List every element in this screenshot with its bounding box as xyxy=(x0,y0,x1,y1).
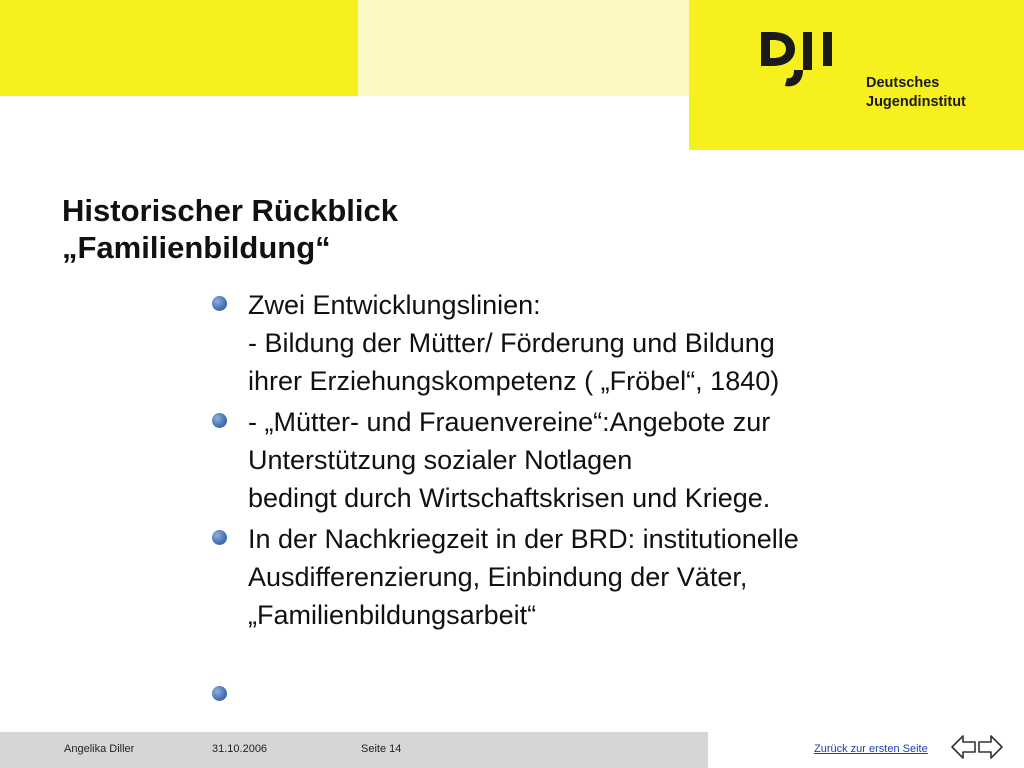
bullet-line: ihrer Erziehungskompetenz ( „Fröbel“, 1840) xyxy=(248,366,780,396)
bullet-line: Unterstützung sozialer Notlagen xyxy=(248,445,633,475)
slide-title xyxy=(62,192,398,266)
arrow-left-icon[interactable] xyxy=(952,736,975,758)
footer-date: 31.10.2006 xyxy=(212,743,268,755)
footer-author: Angelika Diller xyxy=(64,743,135,755)
bullet-line: - Bildung der Mütter/ Förderung und Bildung xyxy=(248,328,775,358)
footer-page-number: Seite 14 xyxy=(361,743,402,755)
dji-logo-mark-icon xyxy=(761,28,851,90)
logo-text-line1: Deutsches xyxy=(866,75,940,91)
header-band-yellow xyxy=(0,0,358,96)
bullet-line: In der Nachkriegzeit in der BRD: institutionelle xyxy=(248,524,799,554)
slide-title-line1: Historischer Rückblick xyxy=(62,193,398,228)
bullet-text xyxy=(248,520,799,634)
bullet-line: - „Mütter- und Frauenvereine“:Angebote zur xyxy=(248,407,771,437)
bullet-dot-icon xyxy=(212,686,227,701)
bullet-text xyxy=(248,286,779,400)
bullet-line: „Familienbildungsarbeit“ xyxy=(248,600,537,630)
bullet-dot-icon xyxy=(212,413,227,428)
logo-text xyxy=(866,74,966,112)
bullet-text xyxy=(248,403,770,517)
bullet-line: Zwei Entwicklungslinien: xyxy=(248,290,541,320)
back-to-first-slide-link[interactable]: Zurück zur ersten Seite xyxy=(814,743,928,755)
slide-title-line2: „Familienbildung“ xyxy=(62,230,331,265)
logo-text-line2: Jugendinstitut xyxy=(866,94,966,110)
bullet-line: Ausdifferenzierung, Einbindung der Väter, xyxy=(248,562,748,592)
header-band-pale xyxy=(358,0,689,96)
bullet-dot-icon xyxy=(212,530,227,545)
dji-logo xyxy=(689,0,1024,150)
arrow-right-icon[interactable] xyxy=(979,736,1002,758)
bullet-line: bedingt durch Wirtschaftskrisen und Kriege. xyxy=(248,483,771,513)
bullet-dot-icon xyxy=(212,296,227,311)
footer-bar xyxy=(0,732,708,768)
slide-navigation xyxy=(950,732,1004,762)
